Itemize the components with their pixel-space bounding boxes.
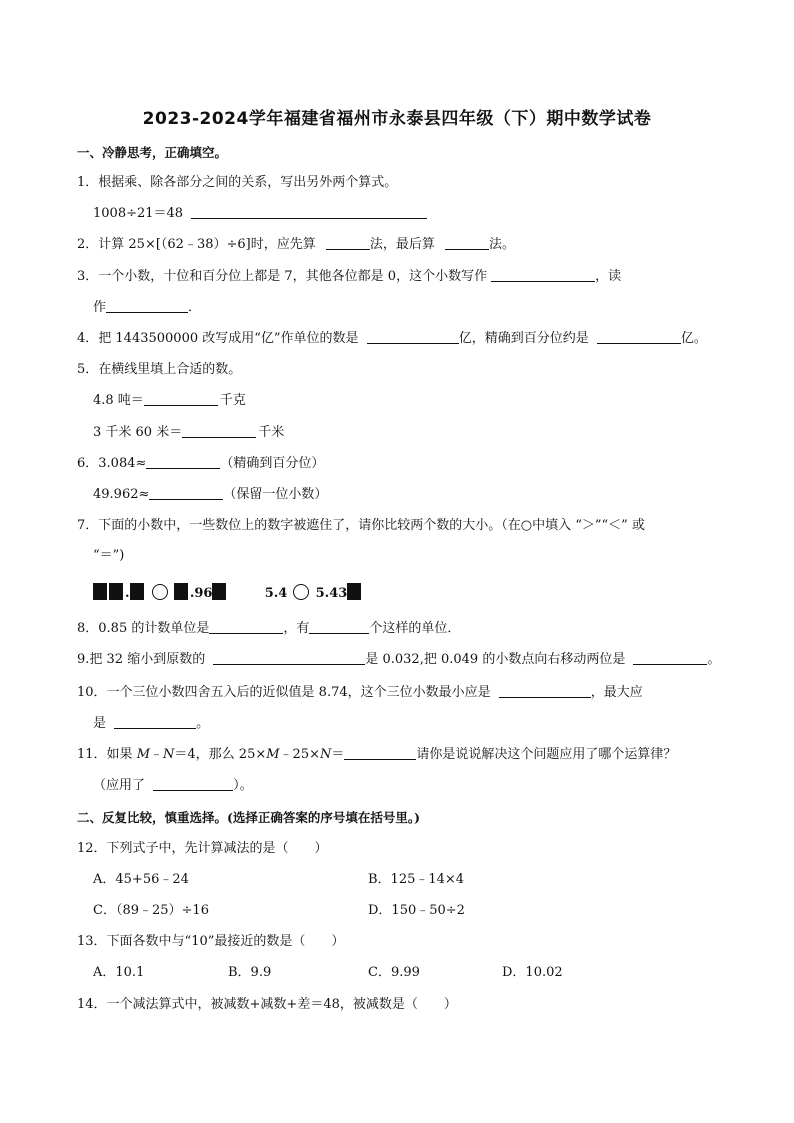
q10-text-b: ，最大应 bbox=[590, 685, 643, 700]
question-5: 5．在横线里填上合适的数。 bbox=[77, 362, 242, 377]
q2-text-b: 法，最后算 bbox=[369, 237, 435, 252]
section-1-heading: 一、冷静思考，正确填空。 bbox=[77, 145, 228, 160]
q9-text-b: 是 0.032,把 0.049 的小数点向右移动两位是 bbox=[365, 652, 626, 667]
question-3 bbox=[77, 268, 621, 286]
q3-text-c: 作 bbox=[93, 300, 107, 315]
question-2 bbox=[77, 236, 515, 254]
q6-text-a2: （精确到百分位） bbox=[220, 456, 325, 471]
answer-blank[interactable] bbox=[367, 330, 459, 344]
question-1: 1．根据乘、除各部分之间的关系，写出另外两个算式。 bbox=[77, 175, 398, 190]
question-5-a bbox=[93, 392, 246, 410]
q5-unit-b: 千米 bbox=[258, 425, 285, 440]
q4-text-c: 亿。 bbox=[680, 331, 707, 346]
compare-circle[interactable] bbox=[152, 584, 168, 600]
q4-text-b: 亿，精确到百分位约是 bbox=[458, 331, 589, 346]
q11-text-g: （应用了 bbox=[93, 778, 146, 793]
q8-text-c: 个这样的单位． bbox=[369, 621, 461, 636]
q3-text-a: 3．一个小数，十位和百分位上都是 7，其他各位都是 0，这个小数写作 bbox=[77, 269, 488, 284]
q11-minus: ﹣ bbox=[150, 747, 164, 762]
question-7-comparison: . .96 5.4 5.43 bbox=[93, 583, 363, 603]
q13-option-c[interactable]: C．9.99 bbox=[368, 965, 420, 980]
q11-text-a: 11．如果 bbox=[77, 747, 133, 762]
compare-circle[interactable] bbox=[293, 584, 309, 600]
hidden-digit-box bbox=[212, 583, 226, 600]
hidden-digit-box bbox=[109, 583, 123, 600]
q6-text-b2: （保留一位小数） bbox=[223, 487, 328, 502]
hidden-digit-box bbox=[347, 583, 361, 600]
question-7: 7．下面的小数中，一些数位上的数字被遮住了，请你比较两个数的大小。（在○中填入 “＞”“＜” 或 bbox=[77, 518, 645, 533]
question-3-cont bbox=[93, 299, 201, 317]
question-8 bbox=[77, 620, 460, 638]
question-11-cont bbox=[93, 777, 253, 795]
q7-decimal: .96 bbox=[189, 586, 213, 601]
q7-number-a: 5.4 bbox=[264, 586, 288, 601]
q13-option-d[interactable]: D．10.02 bbox=[502, 965, 563, 980]
q6-text-b1: 49.962≈ bbox=[93, 487, 150, 502]
answer-blank[interactable] bbox=[146, 455, 220, 469]
q3-text-b: ，读 bbox=[595, 269, 622, 284]
answer-blank[interactable] bbox=[344, 746, 416, 760]
q3-text-d: ． bbox=[188, 300, 202, 315]
q2-text-a: 2．计算 25×[（62﹣38）÷6]时，应先算 bbox=[77, 237, 316, 252]
q5-unit-a: 千克 bbox=[219, 393, 246, 408]
q13-option-b[interactable]: B．9.9 bbox=[228, 965, 272, 980]
answer-blank[interactable] bbox=[182, 424, 256, 438]
hidden-digit-box bbox=[174, 583, 188, 600]
q8-text-a: 8．0.85 的计数单位是 bbox=[77, 621, 210, 636]
question-10-cont bbox=[93, 715, 209, 733]
q12-option-a[interactable]: A．45+56﹣24 bbox=[93, 872, 189, 887]
answer-blank[interactable] bbox=[106, 299, 188, 313]
question-12: 12．下列式子中，先计算减法的是（ ） bbox=[77, 841, 328, 856]
question-4 bbox=[77, 330, 707, 348]
question-5-b bbox=[93, 424, 284, 442]
q9-text-a: 9.把 32 缩小到原数的 bbox=[77, 652, 206, 667]
answer-blank[interactable] bbox=[149, 486, 223, 500]
answer-blank[interactable] bbox=[213, 651, 365, 665]
var-m: M bbox=[136, 747, 150, 762]
q12-option-c[interactable]: C．（89﹣25）÷16 bbox=[93, 903, 209, 918]
answer-blank[interactable] bbox=[445, 236, 489, 250]
answer-blank[interactable] bbox=[597, 330, 681, 344]
answer-blank[interactable] bbox=[191, 205, 427, 219]
question-6-a bbox=[77, 455, 324, 473]
section-2-heading: 二、反复比较，慎重选择。(选择正确答案的序号填在括号里。) bbox=[77, 810, 421, 825]
q5-text-a1: 4.8 吨＝ bbox=[93, 393, 144, 408]
q8-text-b: ，有 bbox=[283, 621, 310, 636]
answer-blank[interactable] bbox=[209, 620, 283, 634]
answer-blank[interactable] bbox=[309, 620, 369, 634]
q10-text-a: 10．一个三位小数四舍五入后的近似值是 8.74，这个三位小数最小应是 bbox=[77, 685, 491, 700]
q10-text-c: 是 bbox=[93, 716, 107, 731]
question-13: 13．下面各数中与“10”最接近的数是（ ） bbox=[77, 934, 345, 949]
q10-text-d: 。 bbox=[196, 716, 210, 731]
q13-option-a[interactable]: A．10.1 bbox=[93, 965, 145, 980]
q11-text-f: 请你是说说解决这个问题应用了哪个运算律？ bbox=[416, 747, 677, 762]
question-11 bbox=[77, 746, 676, 764]
question-14: 14．一个减法算式中，被减数+减数+差＝48，被减数是（ ） bbox=[77, 997, 457, 1012]
answer-blank[interactable] bbox=[499, 684, 591, 698]
q9-text-c: 。 bbox=[707, 652, 721, 667]
q11-text-c: ＝4，那么 25× bbox=[174, 747, 267, 762]
question-6-b bbox=[93, 486, 327, 504]
q6-text-a1: 6．3.084≈ bbox=[77, 456, 147, 471]
answer-blank[interactable] bbox=[633, 651, 707, 665]
question-9 bbox=[77, 651, 720, 669]
hidden-digit-box bbox=[130, 583, 144, 600]
equation-text: 1008÷21＝48 bbox=[93, 206, 184, 221]
question-10 bbox=[77, 684, 643, 702]
var-n: N bbox=[163, 747, 175, 762]
q5-text-b1: 3 千米 60 米＝ bbox=[93, 425, 183, 440]
q4-text-a: 4．把 1443500000 改写成用“亿”作单位的数是 bbox=[77, 331, 359, 346]
q11-text-h: ）。 bbox=[233, 778, 253, 793]
var-m: M bbox=[266, 747, 280, 762]
q7-number-b: 5.43 bbox=[315, 586, 348, 601]
answer-blank[interactable] bbox=[144, 392, 218, 406]
hidden-digit-box bbox=[93, 583, 107, 600]
q11-equals: ＝ bbox=[331, 747, 345, 762]
q2-text-c: 法。 bbox=[489, 237, 516, 252]
q11-text-d: ﹣25× bbox=[279, 747, 320, 762]
answer-blank[interactable] bbox=[491, 268, 595, 282]
answer-blank[interactable] bbox=[114, 715, 196, 729]
q12-option-d[interactable]: D．150﹣50÷2 bbox=[368, 903, 465, 918]
question-1-equation bbox=[93, 205, 427, 223]
q12-option-b[interactable]: B．125﹣14×4 bbox=[368, 872, 465, 887]
var-n: N bbox=[319, 747, 332, 762]
answer-blank[interactable] bbox=[153, 777, 233, 791]
page-title: 2023-2024学年福建省福州市永泰县四年级（下）期中数学试卷 bbox=[142, 109, 652, 129]
question-7-cont: “＝”) bbox=[93, 548, 125, 563]
answer-blank[interactable] bbox=[326, 236, 370, 250]
